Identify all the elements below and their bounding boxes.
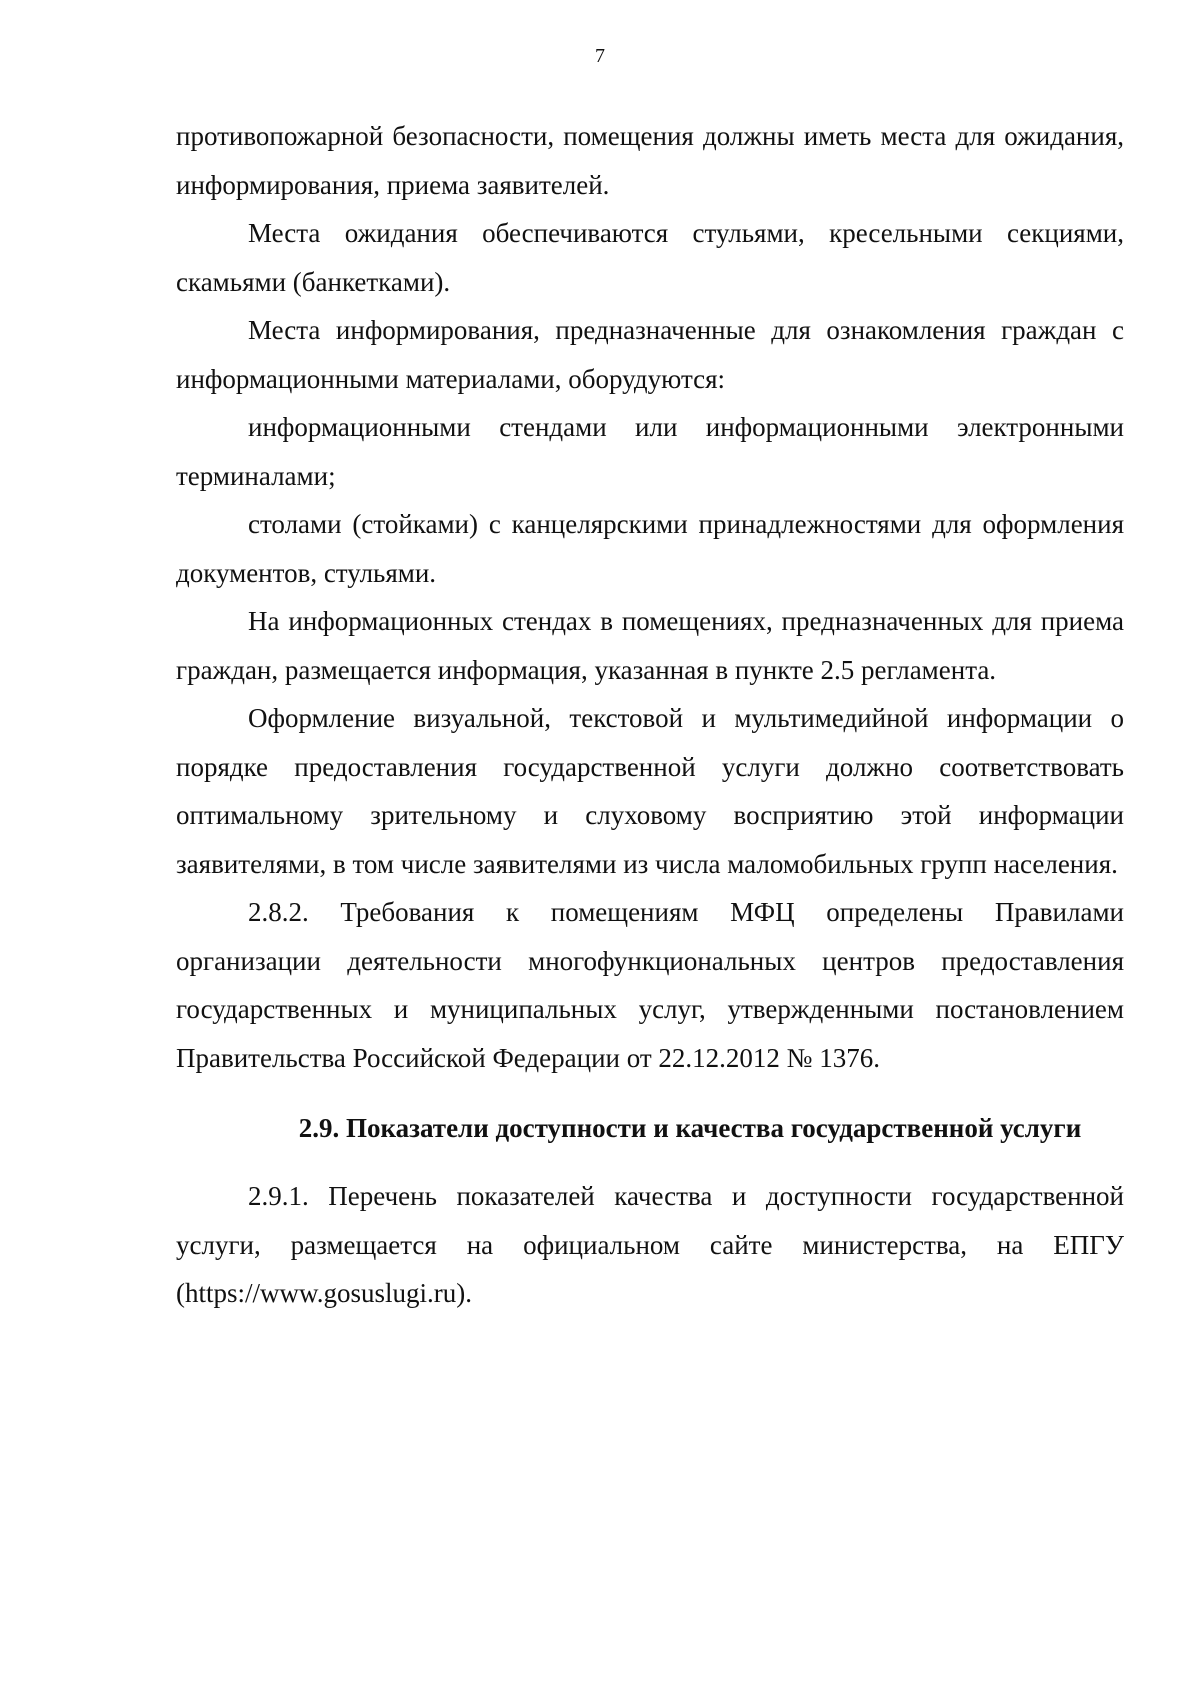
paragraph-quality-indicators: 2.9.1. Перечень показателей качества и доступности государственной услуги, размещается на официальном сайте министерства, на ЕПГУ (https://www.gosuslugi.ru). — [176, 1181, 1124, 1308]
paragraph-stand-information: На информационных стендах в помещениях, предназначенных для приема граждан, размещается информация, указанная в пункте 2.5 регламента. — [176, 606, 1124, 685]
section-heading: 2.9. Показатели доступности и качества государственной услуги — [298, 1113, 1082, 1143]
paragraph-mfc-requirements: 2.8.2. Требования к помещениям МФЦ определены Правилами организации деятельности многофункциональных центров предоставления государственных и муниципальных услуг, утвержденными постановлением Правительства Российской Федерации от 22.12.2012 № 1376. — [176, 897, 1124, 1073]
paragraph-information-stands: информационными стендами или информационными электронными терминалами; — [176, 412, 1124, 491]
paragraph-waiting-places: Места ожидания обеспечиваются стульями, кресельными секциями, скамьями (банкетками). — [176, 218, 1124, 297]
paragraph-fire-safety: противопожарной безопасности, помещения должны иметь места для ожидания, информирования, приема заявителей. — [176, 121, 1124, 200]
paragraph-information-places: Места информирования, предназначенные для ознакомления граждан с информационными материалами, оборудуются: — [176, 315, 1124, 394]
paragraph-desks: столами (стойками) с канцелярскими принадлежностями для оформления документов, стульями. — [176, 509, 1124, 588]
paragraph-visual-information: Оформление визуальной, текстовой и мультимедийной информации о порядке предоставления государственной услуги должно соответствовать оптимальному зрительному и слуховому восприятию этой информации заявителями, в том числе заявителями из числа маломобильных групп населения. — [176, 703, 1124, 879]
document-body — [176, 112, 1124, 1318]
page-number: 7 — [595, 45, 605, 67]
